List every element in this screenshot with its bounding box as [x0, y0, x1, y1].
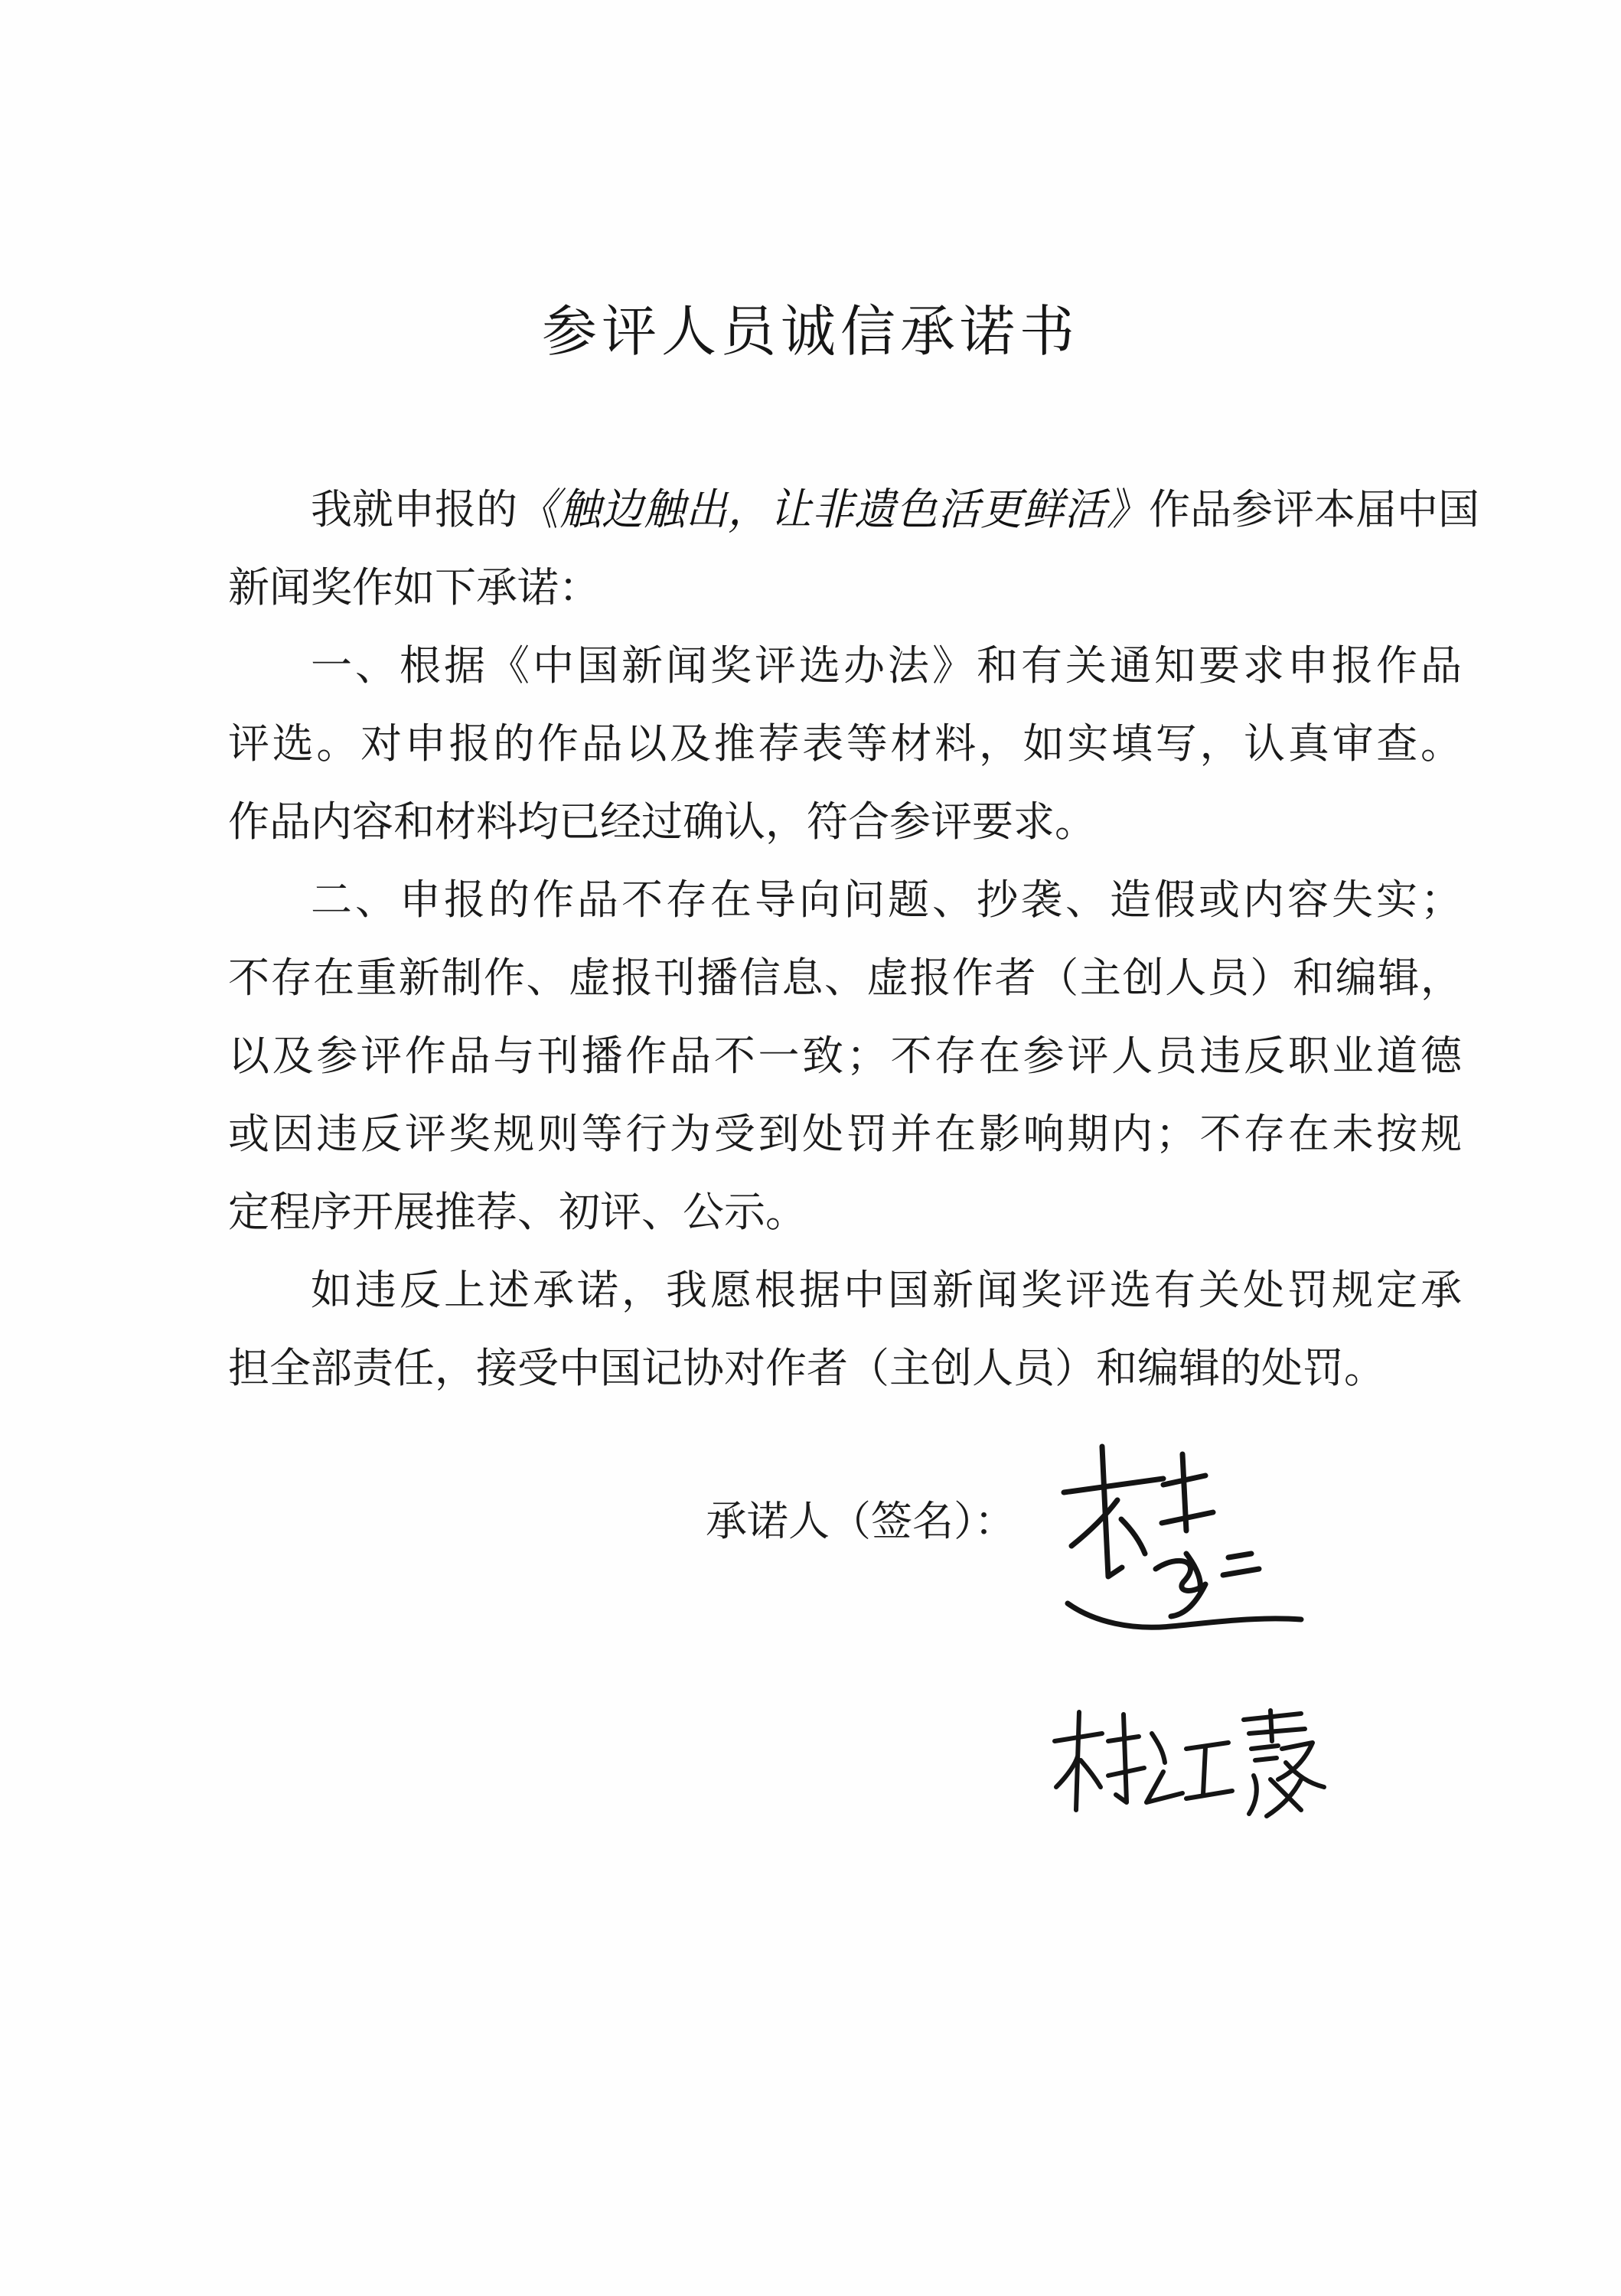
- clause1-line-3: 作品内容和材料均已经过确认，符合参评要求。: [228, 797, 1096, 846]
- clause1-line-2: 评选。对申报的作品以及推荐表等材料，如实填写，认真审查。: [228, 719, 1462, 768]
- signature-label: 承诺人（签名）：: [706, 1497, 1016, 1545]
- closing-line-2: 担全部责任，接受中国记协对作者（主创人员）和编辑的处罚。: [228, 1344, 1385, 1392]
- intro-line-1: [311, 471, 1479, 549]
- handwritten-signature-1: [1049, 1439, 1324, 1668]
- closing-line-1: 如违反上述承诺，我愿根据中国新闻奖评选有关处罚规定承: [311, 1266, 1462, 1314]
- intro-prefix: 我就申报的: [311, 485, 517, 533]
- handwritten-work-title: 《触边触出，让非遗色活更鲜活》: [517, 484, 1149, 535]
- signature-2-graphic: [1049, 1703, 1339, 1825]
- signature-1-graphic: [1049, 1439, 1324, 1668]
- clause2-line-5: 定程序开展推荐、初评、公示。: [228, 1188, 807, 1236]
- handwritten-signature-2: [1049, 1703, 1339, 1825]
- clause1-line-1: 一、根据《中国新闻奖评选办法》和有关通知要求申报作品: [311, 641, 1462, 690]
- clause2-line-2: 不存在重新制作、虚报刊播信息、虚报作者（主创人员）和编辑，: [228, 954, 1462, 1002]
- document-title: 参评人员诚信承诺书: [541, 299, 1079, 364]
- clause2-line-3: 以及参评作品与刊播作品不一致；不存在参评人员违反职业道德: [228, 1032, 1462, 1080]
- clause2-line-4: 或因违反评奖规则等行为受到处罚并在影响期内；不存在未按规: [228, 1110, 1462, 1158]
- intro-suffix: 作品参评本届中国: [1149, 485, 1479, 533]
- intro-line-2: 新闻奖作如下承诺：: [228, 563, 600, 612]
- clause2-line-1: 二、申报的作品不存在导向问题、抄袭、造假或内容失实；: [311, 876, 1462, 924]
